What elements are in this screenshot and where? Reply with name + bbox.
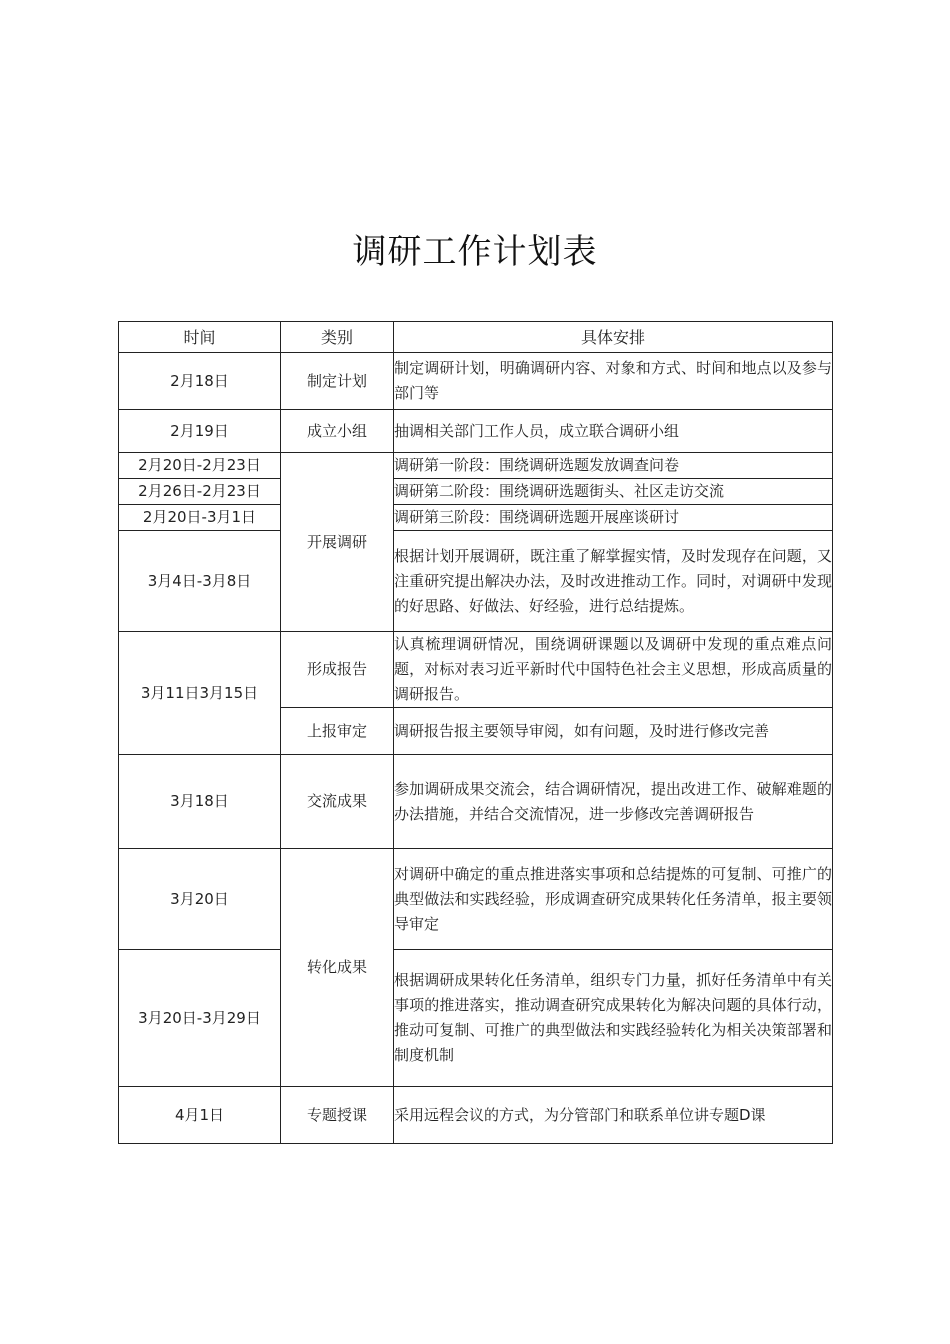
category-cell: 转化成果 bbox=[281, 849, 394, 1087]
category-cell: 成立小组 bbox=[281, 410, 394, 453]
header-detail: 具体安排 bbox=[394, 322, 833, 353]
detail-cell: 认真梳理调研情况，围绕调研课题以及调研中发现的重点难点问题，对标对表习近平新时代中国特色社会主义思想，形成高质量的调研报告。 bbox=[394, 632, 833, 708]
time-cell: 2月19日 bbox=[119, 410, 281, 453]
detail-cell: 参加调研成果交流会，结合调研情况，提出改进工作、破解难题的办法措施，并结合交流情况，进一步修改完善调研报告 bbox=[394, 755, 833, 849]
time-cell: 2月18日 bbox=[119, 353, 281, 410]
document-title: 调研工作计划表 bbox=[352, 232, 598, 272]
time-cell: 3月20日-3月29日 bbox=[119, 950, 281, 1087]
category-cell: 制定计划 bbox=[281, 353, 394, 410]
time-cell: 3月18日 bbox=[119, 755, 281, 849]
category-cell: 上报审定 bbox=[281, 708, 394, 755]
detail-cell: 调研报告报主要领导审阅，如有问题，及时进行修改完善 bbox=[394, 708, 833, 755]
header-time: 时间 bbox=[119, 322, 281, 353]
table-row bbox=[119, 950, 833, 1087]
time-cell: 2月20日-3月1日 bbox=[119, 505, 281, 531]
category-cell: 专题授课 bbox=[281, 1087, 394, 1144]
detail-cell: 根据计划开展调研，既注重了解掌握实情，及时发现存在问题，又注重研究提出解决办法，及时改进推动工作。同时，对调研中发现的好思路、好做法、好经验，进行总结提炼。 bbox=[394, 531, 833, 632]
table-row bbox=[119, 632, 833, 708]
plan-table bbox=[118, 321, 833, 1144]
detail-cell: 对调研中确定的重点推进落实事项和总结提炼的可复制、可推广的典型做法和实践经验，形成调查研究成果转化任务清单，报主要领导审定 bbox=[394, 849, 833, 950]
detail-cell: 采用远程会议的方式，为分管部门和联系单位讲专题D课 bbox=[394, 1087, 833, 1144]
table-row bbox=[119, 453, 833, 479]
time-cell: 3月20日 bbox=[119, 849, 281, 950]
time-cell: 2月26日-2月23日 bbox=[119, 479, 281, 505]
time-cell: 3月4日-3月8日 bbox=[119, 531, 281, 632]
table-row bbox=[119, 755, 833, 849]
time-cell: 3月11日3月15日 bbox=[119, 632, 281, 755]
table-row bbox=[119, 1087, 833, 1144]
category-cell: 开展调研 bbox=[281, 453, 394, 632]
detail-cell: 调研第一阶段：围绕调研选题发放调查问卷 bbox=[394, 453, 833, 479]
table-row bbox=[119, 531, 833, 632]
table-row bbox=[119, 849, 833, 950]
time-cell: 4月1日 bbox=[119, 1087, 281, 1144]
table-row bbox=[119, 410, 833, 453]
category-cell: 形成报告 bbox=[281, 632, 394, 708]
header-row bbox=[119, 322, 833, 353]
header-category: 类别 bbox=[281, 322, 394, 353]
time-cell: 2月20日-2月23日 bbox=[119, 453, 281, 479]
detail-cell: 调研第二阶段：围绕调研选题街头、社区走访交流 bbox=[394, 479, 833, 505]
table-row bbox=[119, 479, 833, 505]
table-row bbox=[119, 505, 833, 531]
table-row bbox=[119, 353, 833, 410]
detail-cell: 制定调研计划，明确调研内容、对象和方式、时间和地点以及参与部门等 bbox=[394, 353, 833, 410]
category-cell: 交流成果 bbox=[281, 755, 394, 849]
detail-cell: 根据调研成果转化任务清单，组织专门力量，抓好任务清单中有关事项的推进落实，推动调查研究成果转化为解决问题的具体行动，推动可复制、可推广的典型做法和实践经验转化为相关决策部署和制度机制 bbox=[394, 950, 833, 1087]
detail-cell: 调研第三阶段：围绕调研选题开展座谈研讨 bbox=[394, 505, 833, 531]
detail-cell: 抽调相关部门工作人员，成立联合调研小组 bbox=[394, 410, 833, 453]
